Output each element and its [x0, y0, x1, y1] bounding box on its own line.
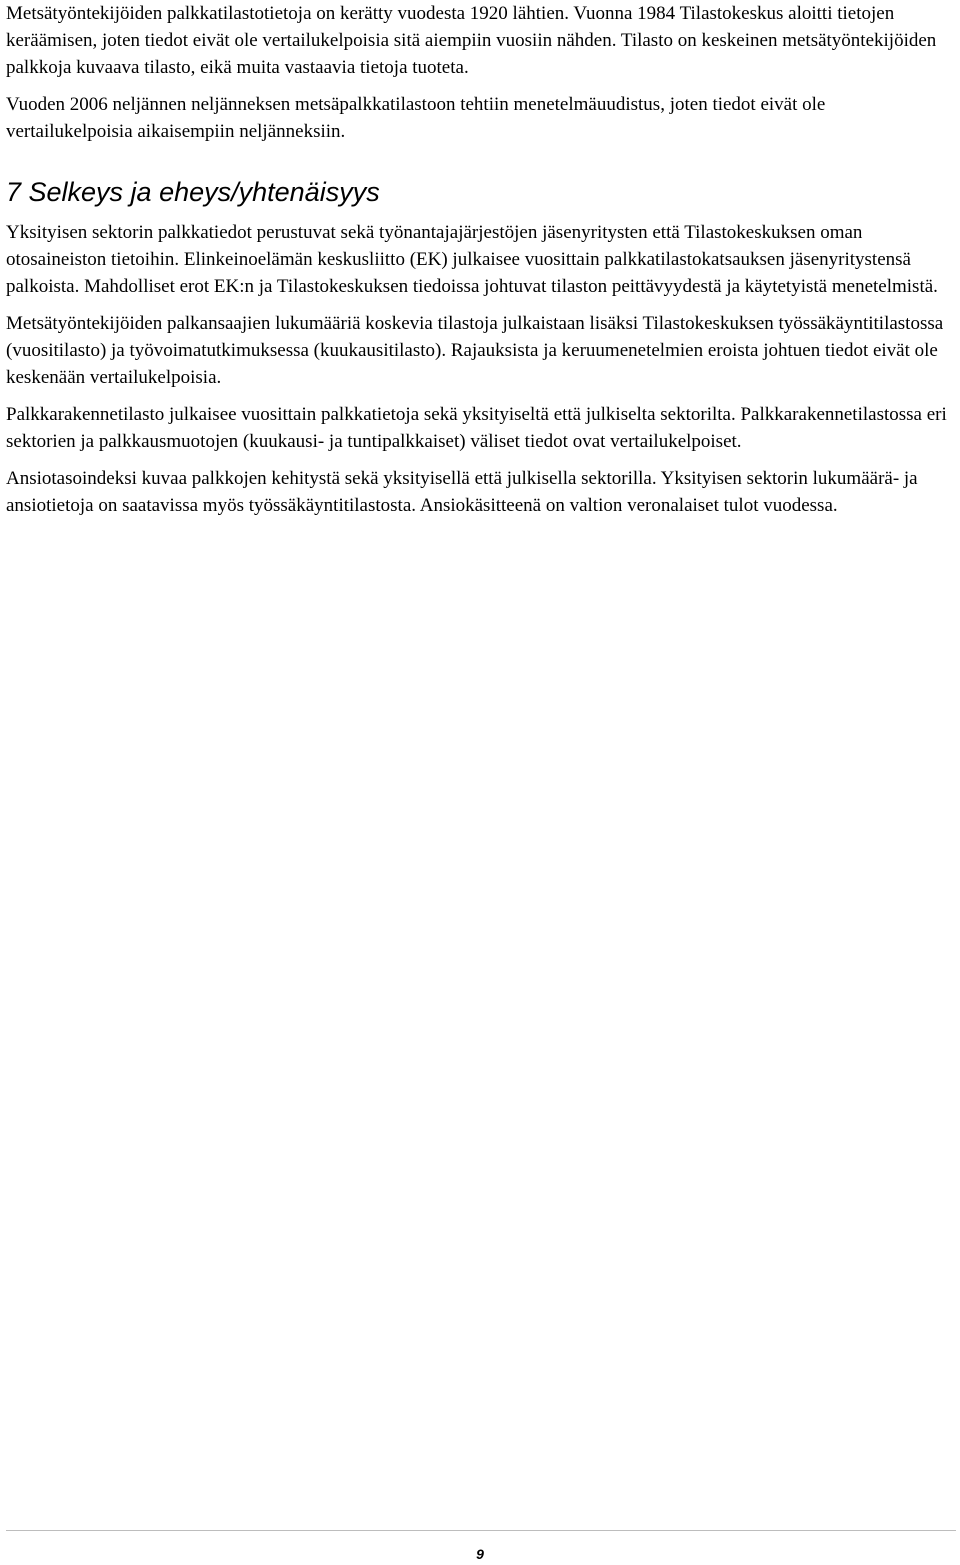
document-body	[6, 0, 956, 529]
paragraph-method-change: Vuoden 2006 neljännen neljänneksen metsäpalkkatilastoon tehtiin menetelmäuudistus, joten tiedot eivät ole vertailukelpoisia aikaisempiin neljänneksiin.	[6, 94, 826, 142]
section-heading: 7 Selkeys ja eheys/yhtenäisyys	[6, 177, 380, 207]
paragraph-history: Metsätyöntekijöiden palkkatilastotietoja on kerätty vuodesta 1920 lähtien. Vuonna 1984 Tilastokeskus aloitti tietojen keräämisen, joten tiedot eivät ole vertailukelpoisia sitä aiempiin vuosiin nähden. Tilasto on keskeinen metsätyöntekijöiden palkkoja kuvaava tilasto, eikä muita vastaavia tietoja tuoteta.	[6, 3, 937, 78]
paragraph-employee-counts: Metsätyöntekijöiden palkansaajien lukumääriä koskevia tilastoja julkaistaan lisäksi Tilastokeskuksen työssäkäyntitilastossa (vuositilasto) ja työvoimatutkimuksessa (kuukausitilasto). Rajauksista ja keruumenetelmien eroista johtuen tiedot eivät ole keskenään vertailukelpoisia.	[6, 313, 944, 388]
footer-divider	[6, 1530, 956, 1531]
paragraph-private-sector: Yksityisen sektorin palkkatiedot perustuvat sekä työnantajajärjestöjen jäsenyritysten että Tilastokeskuksen oman otosaineiston tietoihin. Elinkeinoelämän keskusliitto (EK) julkaisee vuosittain palkkatilastokatsauksen jäsenyritystensä palkoista. Mahdolliset erot EK:n ja Tilastokeskuksen tiedoissa johtuvat tilaston peittävyydestä ja käytetyistä menetelmistä.	[6, 222, 938, 297]
paragraph-wage-structure: Palkkarakennetilasto julkaisee vuosittain palkkatietoja sekä yksityiseltä että julkiselta sektorilta. Palkkarakennetilastossa eri sektorien ja palkkausmuotojen (kuukausi- ja tuntipalkkaiset) väliset tiedot ovat vertailukelpoiset.	[6, 404, 947, 452]
paragraph-earnings-index: Ansiotasoindeksi kuvaa palkkojen kehitystä sekä yksityisellä että julkisella sektorilla. Yksityisen sektorin lukumäärä- ja ansiotietoja on saatavissa myös työssäkäyntitilastosta. Ansiokäsitteenä on valtion veronalaiset tulot vuodessa.	[6, 468, 918, 516]
page-number: 9	[476, 1546, 484, 1562]
